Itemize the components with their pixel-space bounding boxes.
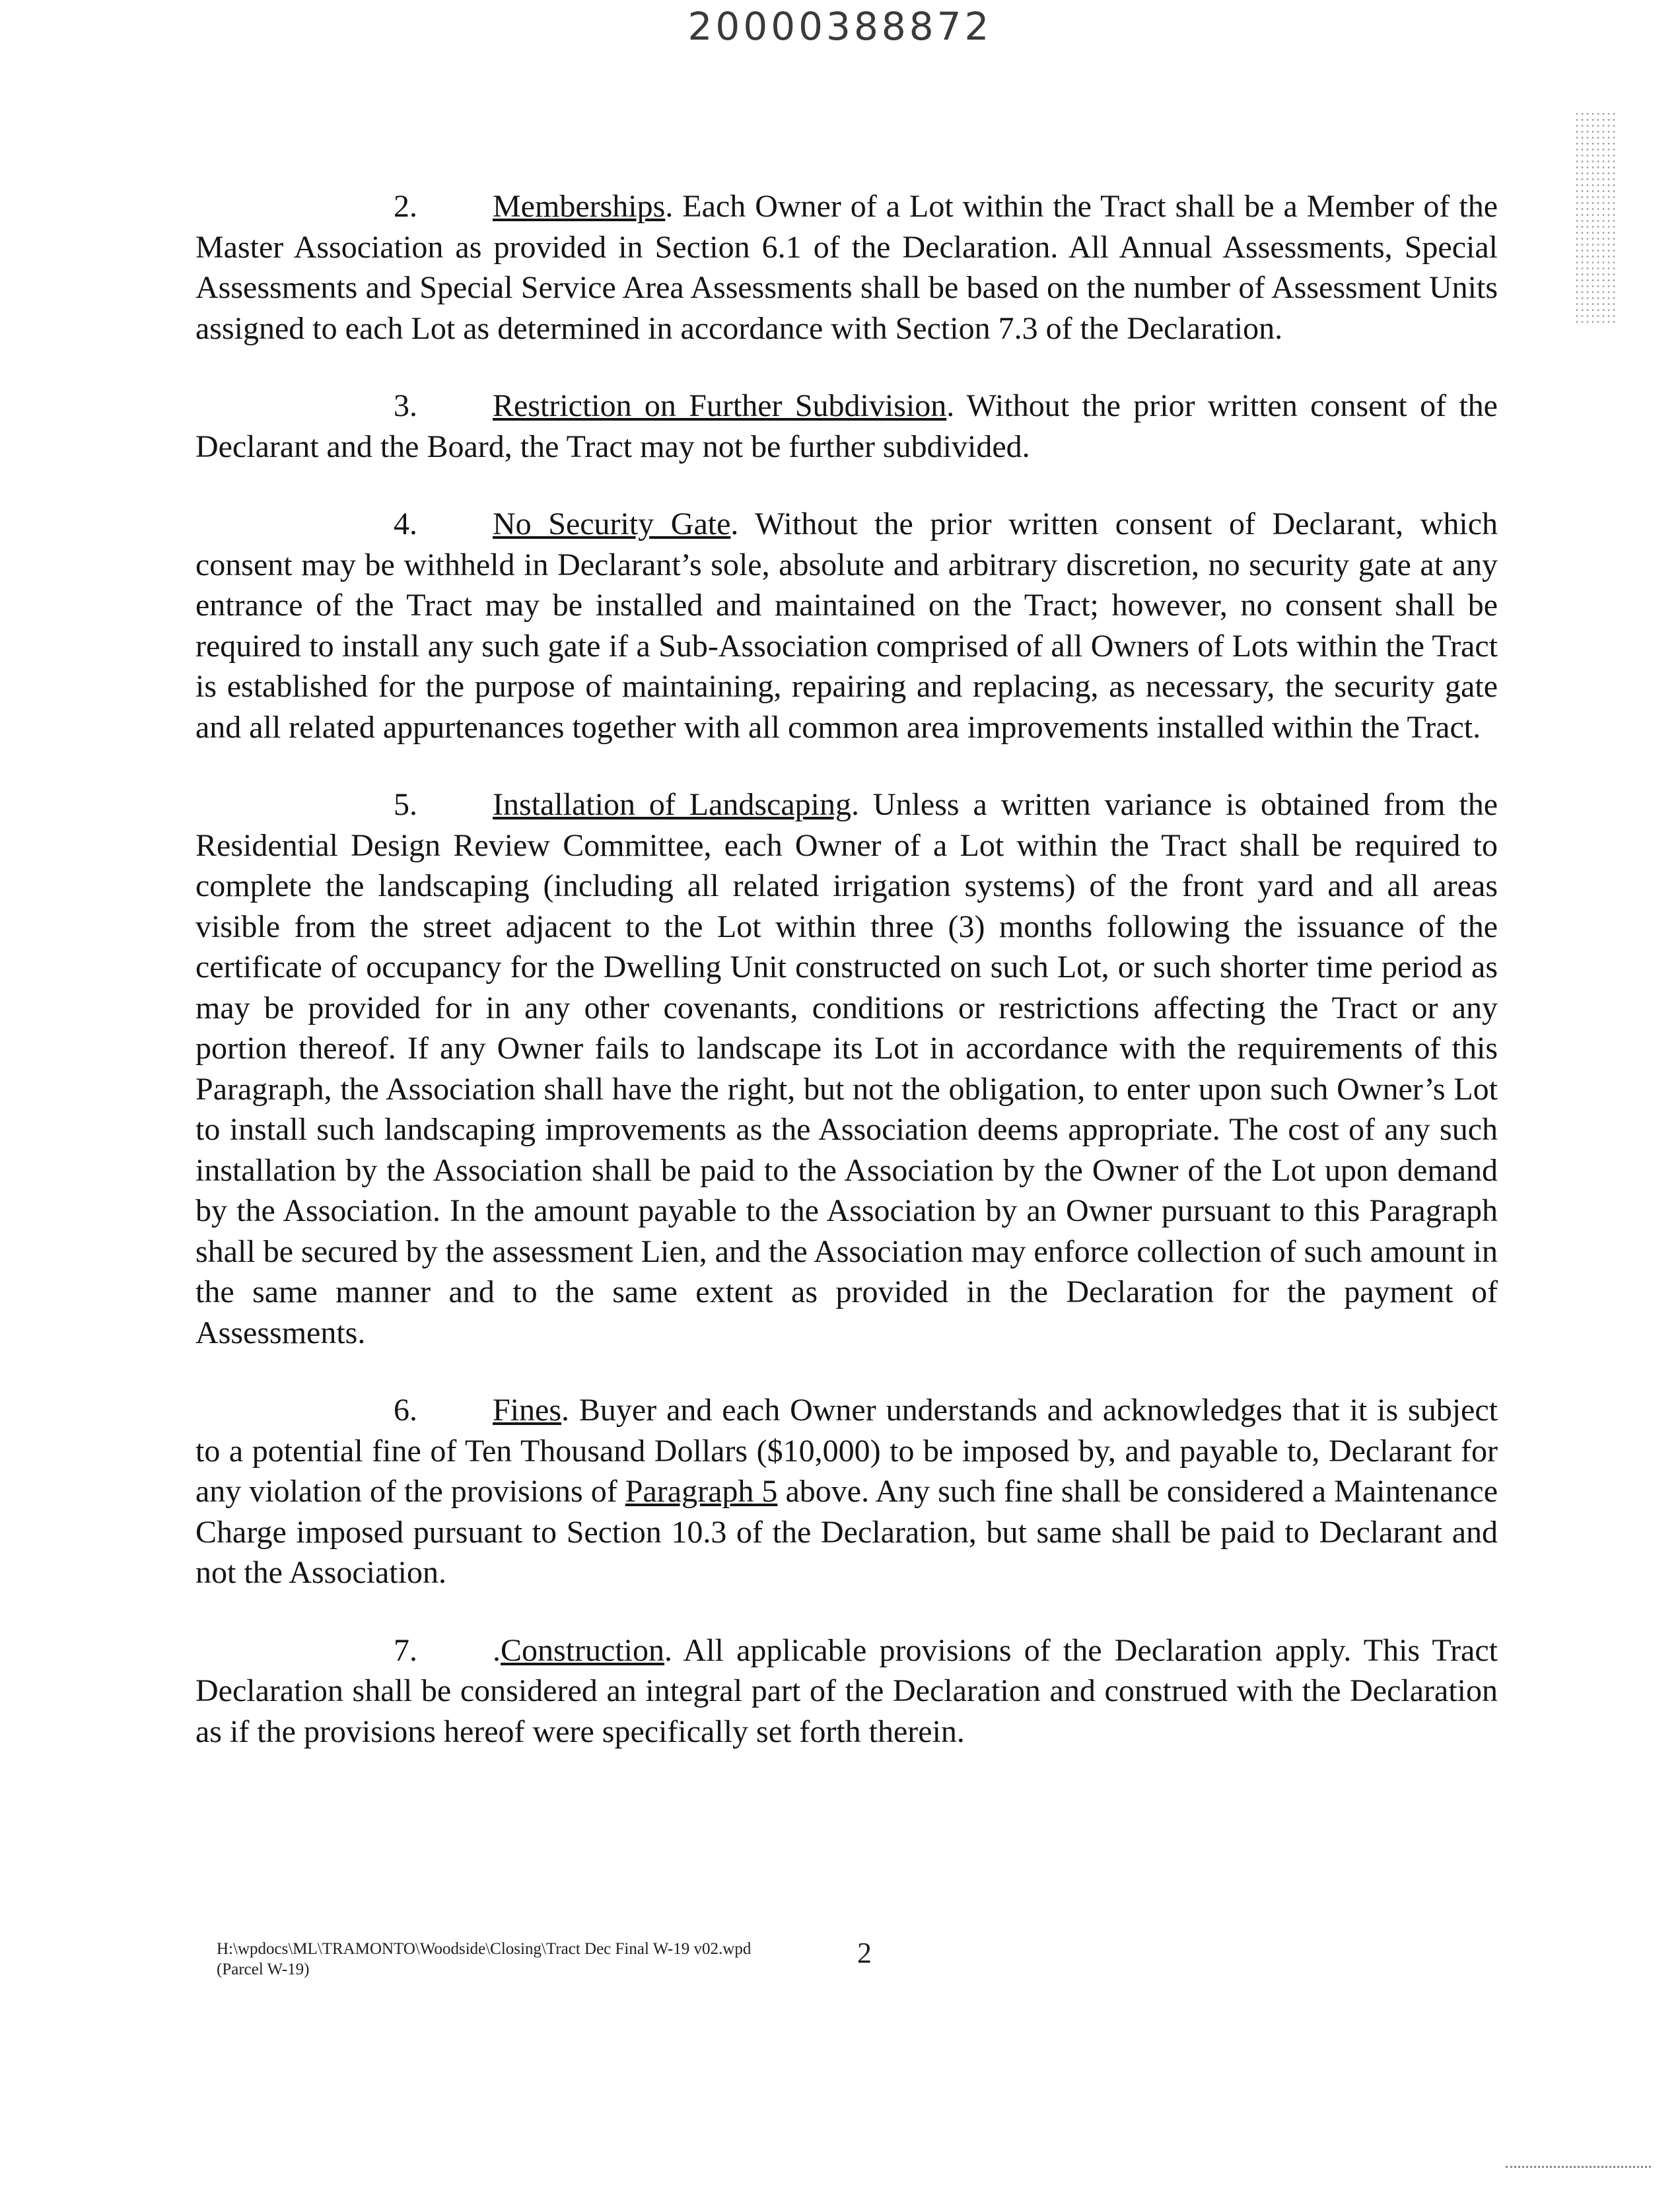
paragraph-number: 5.	[394, 787, 417, 822]
paragraph-number: 2.	[394, 189, 417, 224]
document-body	[195, 186, 1498, 1789]
paragraph-heading: Installation of Landscaping	[493, 787, 852, 822]
paragraph-text: . Unless a written variance is obtained from the Residential Design Review Committee, each Owner of a Lot within the Tract shall be required to complete the landscaping (including all related irrigation systems) of the front yard and all areas visible from the street adjacent to the Lot within three (3) months following the issuance of the certificate of occupancy for the Dwelling Unit constructed on such Lot, or such shorter time period as may be provided for in any other covenants, conditions or restrictions affecting the Tract or any portion thereof. If any Owner fails to landscape its Lot in accordance with the requirements of this Paragraph, the Association shall have the right, but not the obligation, to enter upon such Owner’s Lot to install such landscaping improvements as the Association deems appropriate. The cost of any such installation by the Association shall be paid to the Association by the Owner of the Lot upon demand by the Association. In the amount payable to the Association by an Owner pursuant to this Paragraph shall be secured by the assessment Lien, and the Association may enforce collection of such amount in the same manner and to the same extent as provided in the Declaration for the payment of Assessments.	[195, 787, 1498, 1350]
paragraph-number: 6.	[394, 1393, 417, 1428]
scan-artifact	[1506, 2166, 1651, 2173]
paragraph-fines	[195, 1390, 1498, 1593]
document-footer	[217, 1937, 872, 1980]
paragraph-restriction	[195, 386, 1498, 467]
paragraph-text: . Buyer and each Owner understands and acknowledges that it is subject to a potential fine of Ten Thousand Dollars ($10,000) to be imposed by, and payable to, Declarant for any violation of the provisions of	[195, 1393, 1498, 1509]
paragraph-text: . Without the prior written consent of Declarant, which consent may be withheld in Declarant’s sole, absolute and arbitrary discretion, no security gate at any entrance of the Tract may be installed and maintained on the Tract; however, no consent shall be required to install any such gate if a Sub-Association comprised of all Owners of Lots within the Tract is established for the purpose of maintaining, repairing and replacing, as necessary, the security gate and all related appurtenances together with all common area improvements installed within the Tract.	[195, 506, 1498, 745]
paragraph-memberships	[195, 186, 1498, 349]
document-number: 20000388872	[687, 4, 993, 49]
paragraph-security-gate	[195, 504, 1498, 747]
paragraph-number: 4.	[394, 506, 417, 541]
paragraph-construction	[195, 1630, 1498, 1753]
paragraph-heading: No Security Gate	[493, 506, 731, 541]
paragraph-heading: Memberships	[493, 189, 666, 224]
paragraph-reference: Paragraph 5	[625, 1474, 778, 1509]
page-number: 2	[857, 1937, 872, 1969]
paragraph-text: above. Any such fine shall be considered a Maintenance Charge imposed pursuant to Section 10.3 of the Declaration, but same shall be paid to Declarant and not the Association.	[195, 1474, 1498, 1590]
paragraph-landscaping	[195, 784, 1498, 1353]
paragraph-prefix: .	[493, 1632, 501, 1668]
paragraph-text: . Each Owner of a Lot within the Tract shall be a Member of the Master Association as provided in Section 6.1 of the Declaration. All Annual Assessments, Special Assessments and Special Service Area Assessments shall be based on the number of Assessment Units assigned to each Lot as determined in accordance with Section 7.3 of the Declaration.	[195, 189, 1498, 346]
paragraph-number: 7.	[394, 1632, 417, 1668]
scan-artifact	[1574, 111, 1618, 324]
paragraph-number: 3.	[394, 388, 417, 423]
paragraph-heading: Restriction on Further Subdivision	[493, 388, 947, 423]
paragraph-text: . Without the prior written consent of the Declarant and the Board, the Tract may not be further subdivided.	[195, 388, 1498, 464]
paragraph-heading: Construction	[501, 1632, 664, 1668]
paragraph-text: . All applicable provisions of the Declaration apply. This Tract Declaration shall be considered an integral part of the Declaration and construed with the Declaration as if the provisions hereof were specifically set forth therein.	[195, 1632, 1498, 1749]
footer-file-path: H:\wpdocs\ML\TRAMONTO\Woodside\Closing\Tract Dec Final W-19 v02.wpd	[217, 1940, 752, 1958]
paragraph-heading: Fines	[493, 1393, 562, 1428]
footer-parcel: (Parcel W-19)	[217, 1961, 310, 1978]
